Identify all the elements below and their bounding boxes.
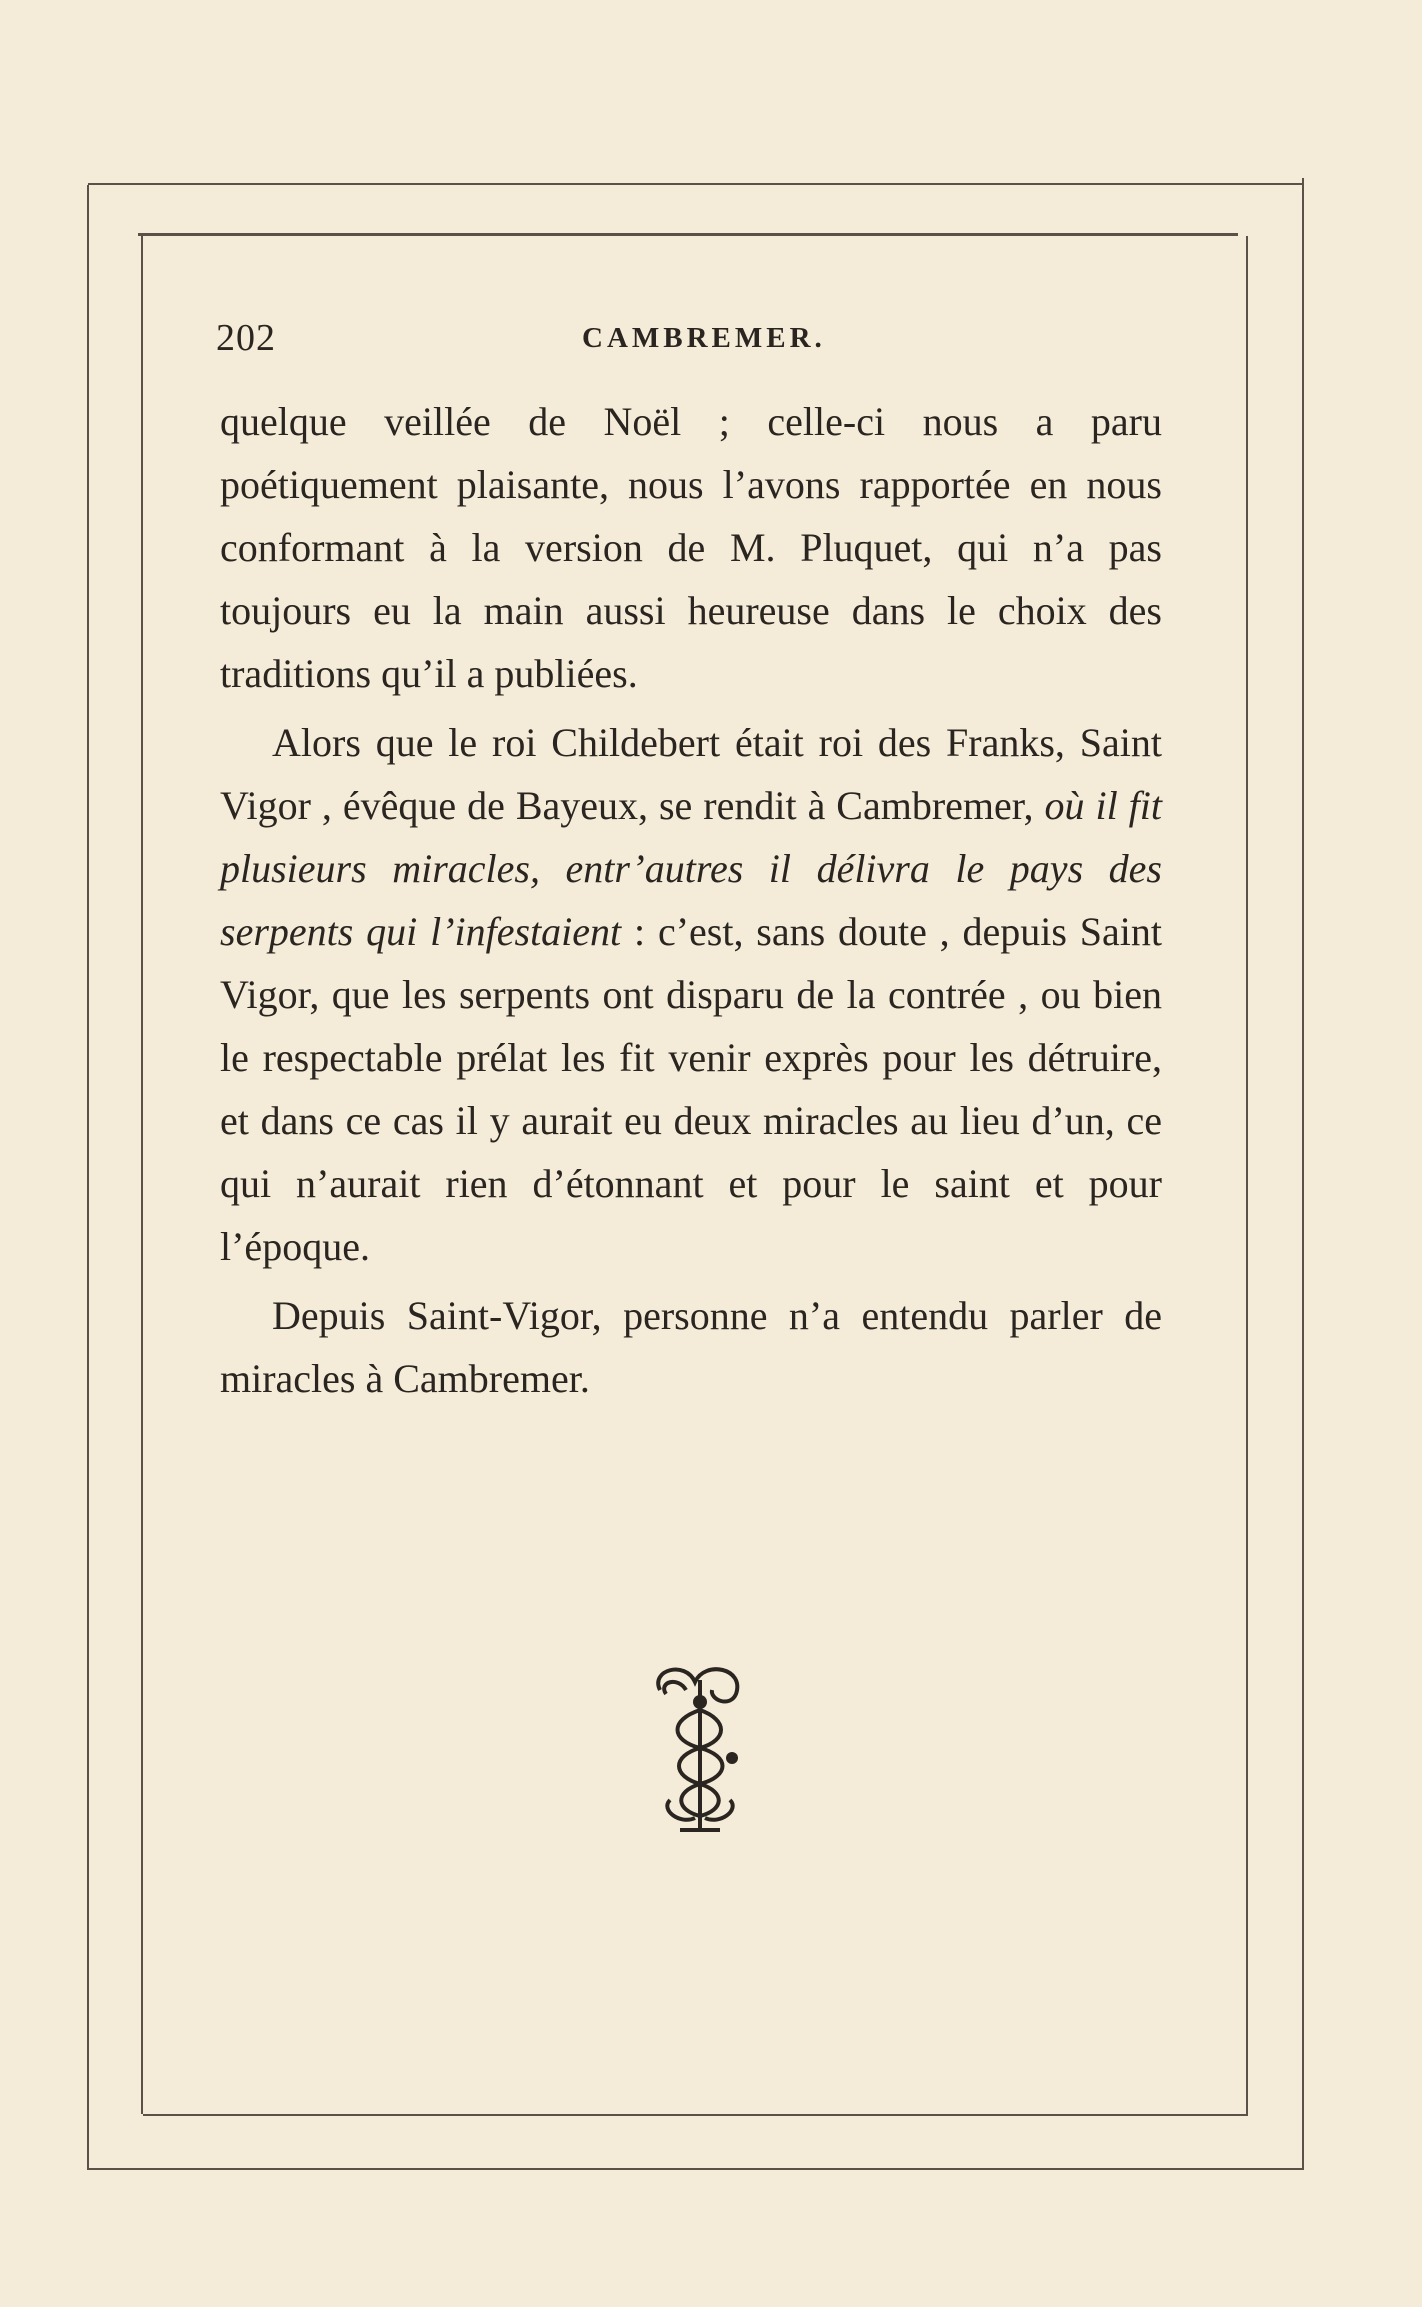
frame-top-inner [138,233,1238,236]
frame-right-outer [1302,178,1304,2168]
paragraph-2-italic: où il fit plusieurs miracles, entr’autres il délivra le pays des serpents qui l’infestaient [220,783,1162,954]
frame-bottom-inner [143,2114,1248,2116]
page-number: 202 [216,317,276,359]
paragraph-1: quelque veillée de Noël ; celle-ci nous a paru poétiquement plaisante, nous l’avons rapportée en nous conformant à la version de M. Pluquet, qui n’a pas toujours eu la main aussi heureuse dans le choix des traditions qu’il a publiées. [220,399,1162,696]
running-head-title: CAMBREMER. [582,322,826,354]
paragraph-2-start: Alors que le roi Childebert était roi des Franks, Saint Vigor , évêque de Bayeux, se rendit à Cambremer, [220,720,1162,828]
caduceus-ornament-icon [640,1660,760,1840]
frame-left-outer [87,185,89,2170]
frame-top-outer [88,183,1303,185]
paragraph-3: Depuis Saint-Vigor, personne n’a entendu parler de miracles à Cambremer. [220,1293,1162,1401]
text-block [220,390,1162,1416]
paragraph-2 [220,711,1162,1278]
frame-left-inner [141,236,143,2114]
paragraph-2-end: : c’est, sans doute , depuis Saint Vigor, que les serpents ont disparu de la contrée , ou bien le respectable prélat les fit venir exprès pour les détruire, et dans ce cas il y aurait eu deux miracles au lieu d’un, ce qui n’aurait rien d’étonnant et pour le saint et pour l’époque. [220,909,1162,1269]
frame-right-inner [1246,236,1248,2116]
frame-bottom-outer [89,2168,1304,2170]
